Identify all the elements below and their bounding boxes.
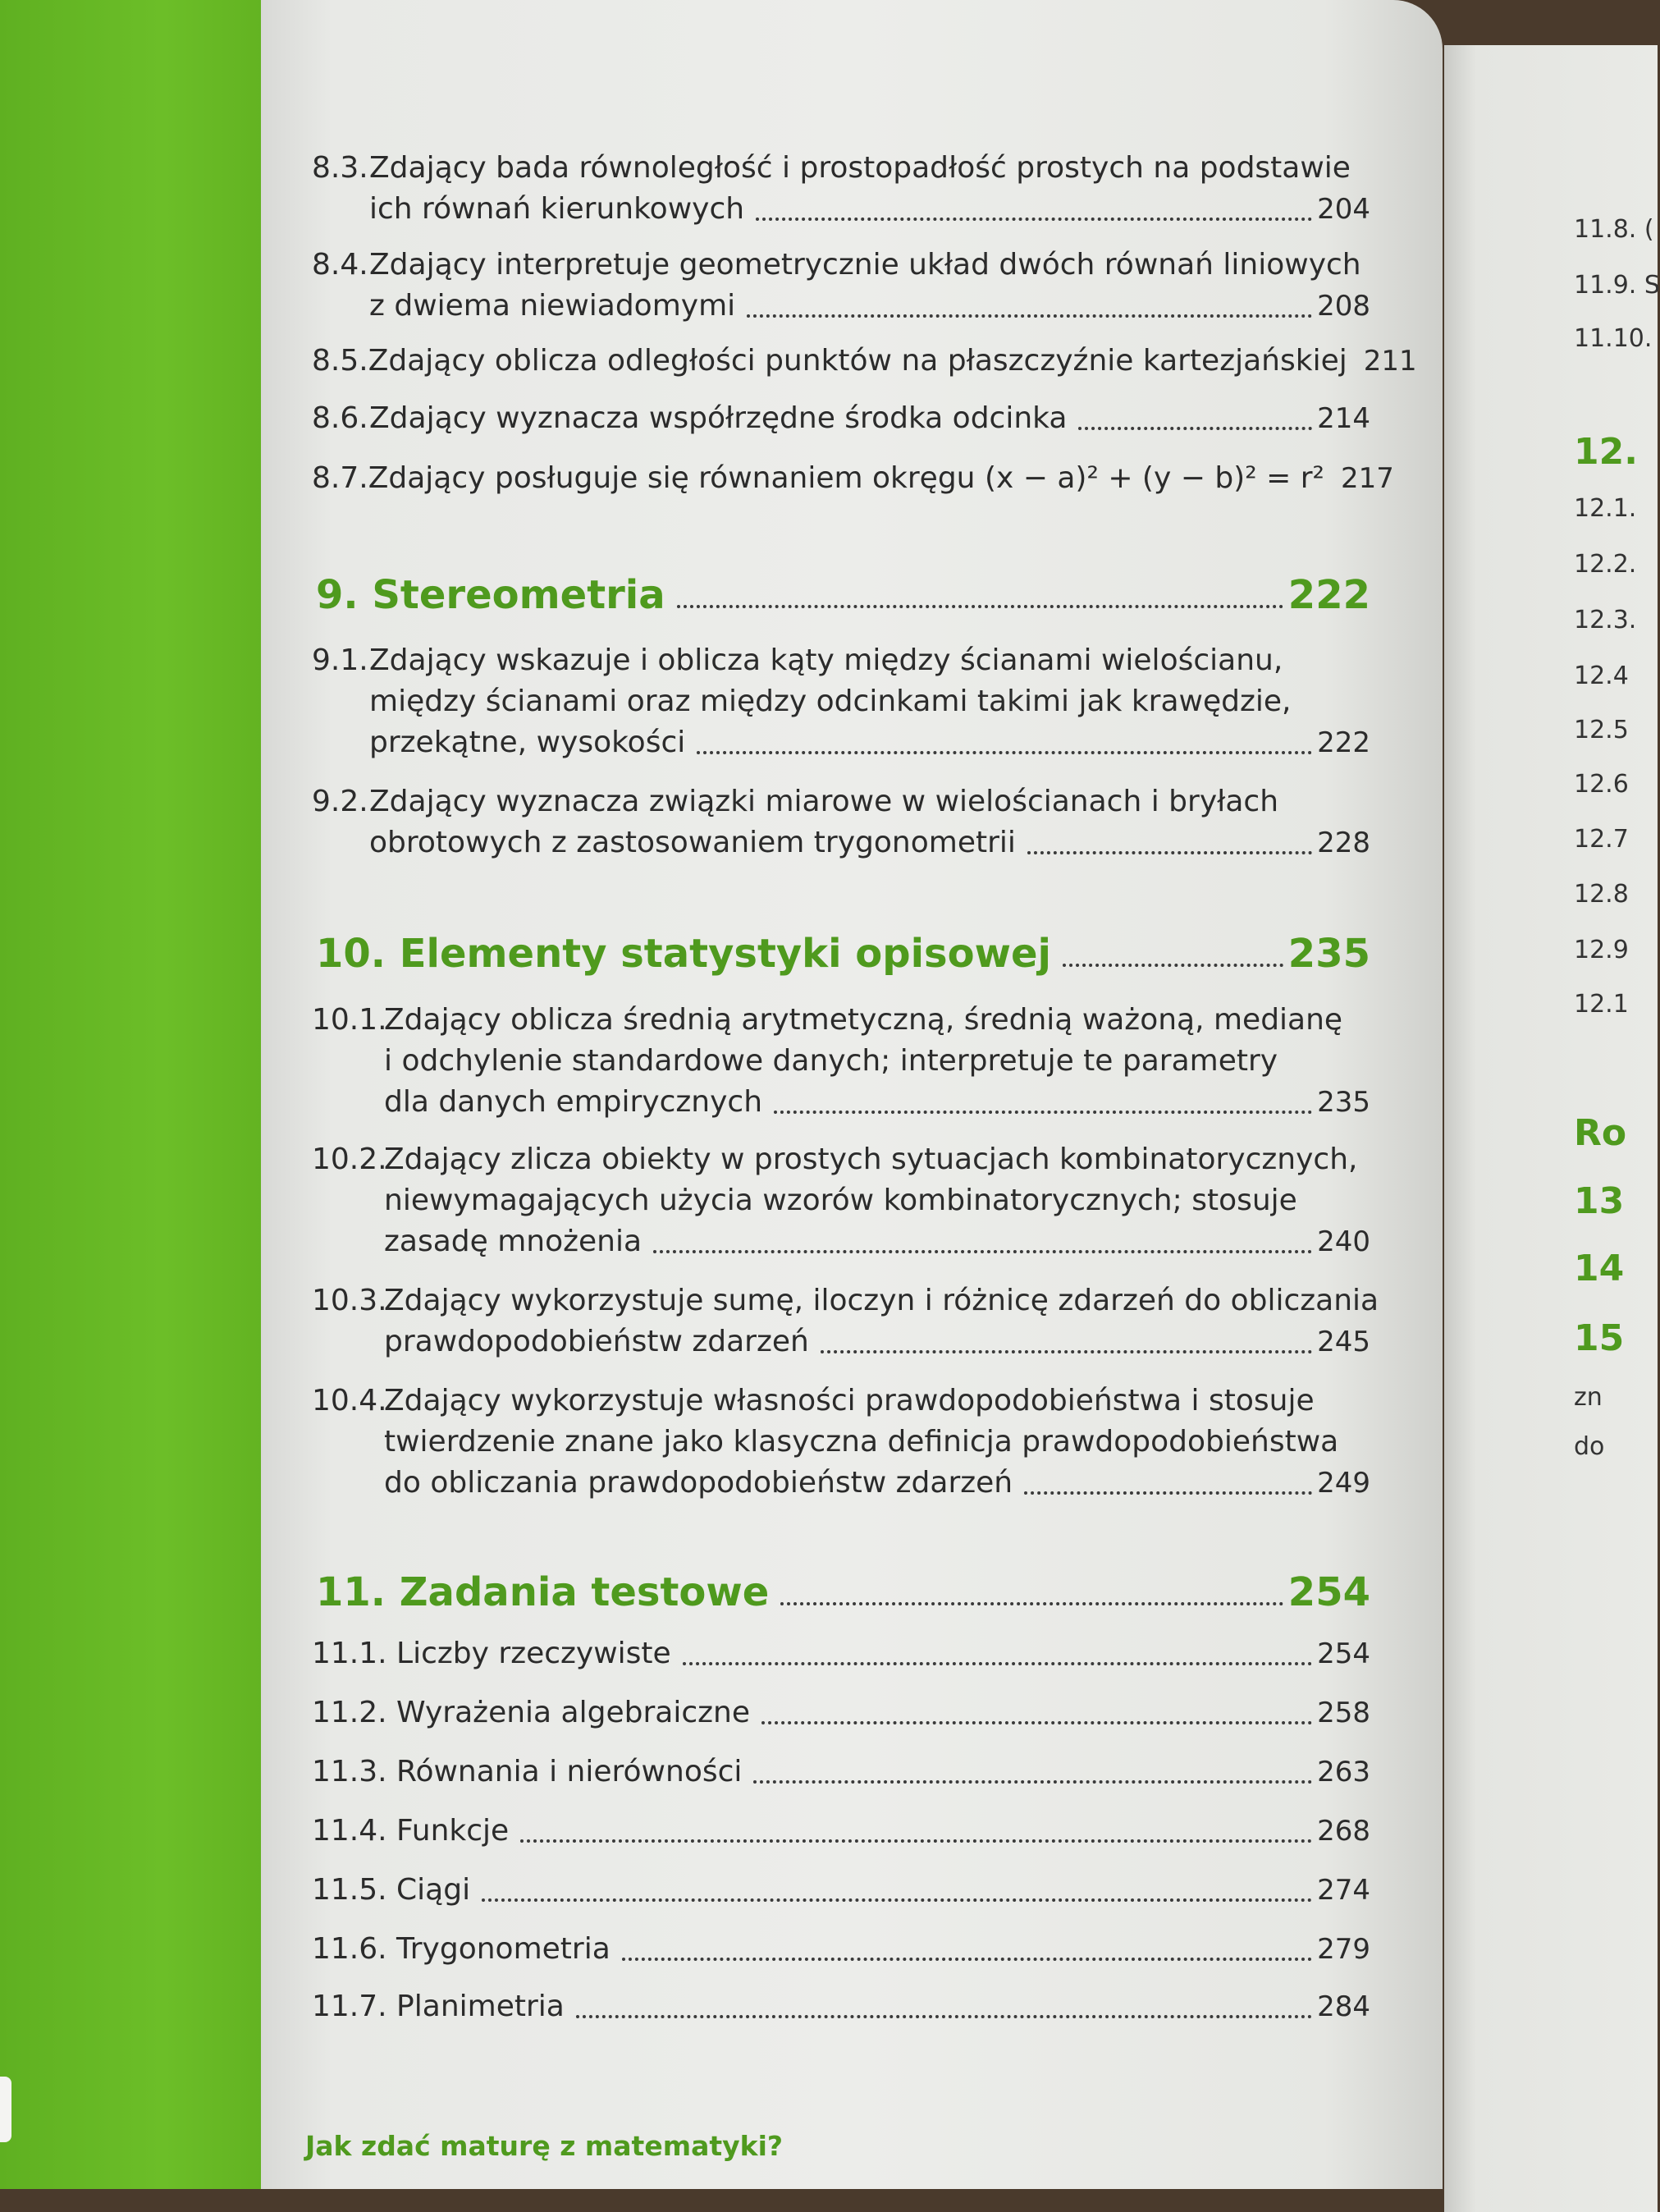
- leader-dots: [756, 217, 1312, 221]
- toc-entry-11-6: 11.6. Trygonometria 279: [312, 1929, 1370, 1970]
- page-number: 263: [1317, 1756, 1370, 1788]
- leader-dots: [747, 314, 1312, 318]
- toc-entry-10-2: 10.2.Zdający zlicza obiekty w prostych sytuacjach kombinatorycznych, niewymagających użycia wzorów kombinatorycznych; stosuje zasadę mnożenia 240: [312, 1139, 1370, 1262]
- toc-entry-11-7: 11.7. Planimetria 284: [312, 1986, 1370, 2027]
- facing-page-fragment: 11.9. S: [1574, 271, 1660, 300]
- toc-entry-10-3: 10.3.Zdający wykorzystuje sumę, iloczyn i różnicę zdarzeń do obliczania prawdopodobieństw zdarzeń 245: [312, 1280, 1370, 1362]
- leader-dots: [653, 1249, 1312, 1253]
- toc-entry-11-3: 11.3. Równania i nierówności 263: [312, 1752, 1370, 1793]
- leader-dots: [697, 750, 1312, 754]
- page-number: 235: [1317, 1086, 1370, 1119]
- toc-entry-10-4: 10.4.Zdający wykorzystuje własności prawdopodobieństwa i stosuje twierdzenie znane jako klasyczna definicja prawdopodobieństwa do obliczania prawdopodobieństw zdarzeń 249: [312, 1381, 1370, 1504]
- section-heading-10: 10. Elementy statystyki opisowej 235: [316, 931, 1370, 977]
- facing-page-fragment: 12.8: [1574, 880, 1629, 909]
- leader-dots: [683, 1661, 1312, 1665]
- facing-page-fragment: 12.2.: [1574, 550, 1637, 579]
- page-number: 274: [1317, 1874, 1370, 1907]
- facing-page-fragment: 12.9: [1574, 936, 1629, 964]
- leader-dots: [1078, 426, 1312, 430]
- toc-entry-11-1: 11.1. Liczby rzeczywiste 254: [312, 1633, 1370, 1674]
- facing-page-fragment: 12.6: [1574, 770, 1629, 799]
- leader-dots: [774, 1110, 1312, 1114]
- facing-page-fragment: 14: [1574, 1248, 1625, 1289]
- page-number: 245: [1317, 1326, 1370, 1358]
- leader-dots: [520, 1839, 1312, 1843]
- page-number: 208: [1317, 290, 1370, 323]
- toc-entry-8-5: 8.5. Zdający oblicza odległości punktów na płaszczyźnie kartezjańskiej 211: [312, 341, 1370, 382]
- page-number: 240: [1317, 1225, 1370, 1258]
- page-number: 249: [1317, 1467, 1370, 1500]
- toc-entry-10-1: 10.1.Zdający oblicza średnią arytmetyczną, średnią ważoną, medianę i odchylenie standardowe danych; interpretuje te parametry dla danych empirycznych 235: [312, 1000, 1370, 1123]
- toc-entry-8-4: 8.4.Zdający interpretuje geometrycznie układ dwóch równań liniowych z dwiema niewiadomymi 208: [312, 245, 1370, 327]
- facing-page-fragment: 11.8. (: [1574, 215, 1654, 244]
- page-number: 222: [1317, 726, 1370, 759]
- facing-page-fragment: Ro: [1574, 1112, 1627, 1154]
- leader-dots: [780, 1601, 1283, 1605]
- facing-page-fragment: 15: [1574, 1317, 1625, 1359]
- toc-entry-11-5: 11.5. Ciągi 274: [312, 1870, 1370, 1911]
- toc-entry-8-7: 8.7. Zdający posługuje się równaniem okręgu (x − a)² + (y − b)² = r² 217: [312, 458, 1370, 499]
- page-number: 222: [1287, 572, 1370, 618]
- page-number: 268: [1317, 1815, 1370, 1848]
- leader-dots: [482, 1898, 1312, 1902]
- facing-page-fragment: 12.1.: [1574, 494, 1637, 523]
- section-heading-11: 11. Zadania testowe 254: [316, 1569, 1370, 1615]
- page-number: 258: [1317, 1697, 1370, 1729]
- leader-dots: [576, 2014, 1312, 2018]
- page-number: 204: [1317, 193, 1370, 226]
- section-heading-9: 9. Stereometria 222: [316, 572, 1370, 618]
- leader-dots: [761, 1720, 1312, 1724]
- page-number: 279: [1317, 1933, 1370, 1966]
- leader-dots: [753, 1779, 1312, 1784]
- facing-page-fragment: 12.5: [1574, 716, 1629, 744]
- leader-dots: [1063, 963, 1283, 967]
- facing-page-fragment: 12.4: [1574, 662, 1629, 690]
- facing-page-fragment: 12.1: [1574, 990, 1629, 1019]
- toc-entry-11-2: 11.2. Wyrażenia algebraiczne 258: [312, 1692, 1370, 1733]
- running-footer: Jak zdać maturę z matematyki?: [305, 2130, 784, 2162]
- toc-entry-8-3: 8.3.Zdający bada równoległość i prostopadłość prostych na podstawie ich równań kierunkowych 204: [312, 148, 1370, 230]
- toc-entry-11-4: 11.4. Funkcje 268: [312, 1811, 1370, 1852]
- facing-page-fragment: zn: [1574, 1383, 1603, 1412]
- page-number: 254: [1317, 1637, 1370, 1670]
- page-number: 217: [1340, 462, 1394, 495]
- toc-entry-8-6: 8.6. Zdający wyznacza współrzędne środka odcinka 214: [312, 398, 1370, 439]
- leader-dots: [1027, 850, 1312, 854]
- toc-entry-9-1: 9.1.Zdający wskazuje i oblicza kąty między ścianami wielościanu, między ścianami oraz między odcinkami takimi jak krawędzie, przekątne, wysokości 222: [312, 640, 1370, 763]
- page-number: 214: [1317, 402, 1370, 435]
- leader-dots: [622, 1957, 1312, 1961]
- facing-page-fragment: 11.10.: [1574, 324, 1653, 353]
- page-number: 228: [1317, 827, 1370, 859]
- facing-page-fragment: 12.7: [1574, 825, 1629, 854]
- facing-page-fragment: do: [1574, 1432, 1605, 1461]
- page-number: 284: [1317, 1990, 1370, 2023]
- leader-dots: [1024, 1491, 1312, 1495]
- page-number: 211: [1363, 345, 1417, 378]
- facing-page-fragment: 12.3.: [1574, 606, 1637, 634]
- page-number: 235: [1287, 931, 1370, 977]
- page-number: 254: [1287, 1569, 1370, 1615]
- leader-dots: [677, 604, 1283, 608]
- leader-dots: [821, 1349, 1312, 1353]
- toc-entry-9-2: 9.2.Zdający wyznacza związki miarowe w wielościanach i bryłach obrotowych z zastosowaniem trygonometrii 228: [312, 781, 1370, 863]
- facing-page-fragment: 12.: [1574, 431, 1638, 473]
- facing-page-fragment: 13: [1574, 1180, 1625, 1222]
